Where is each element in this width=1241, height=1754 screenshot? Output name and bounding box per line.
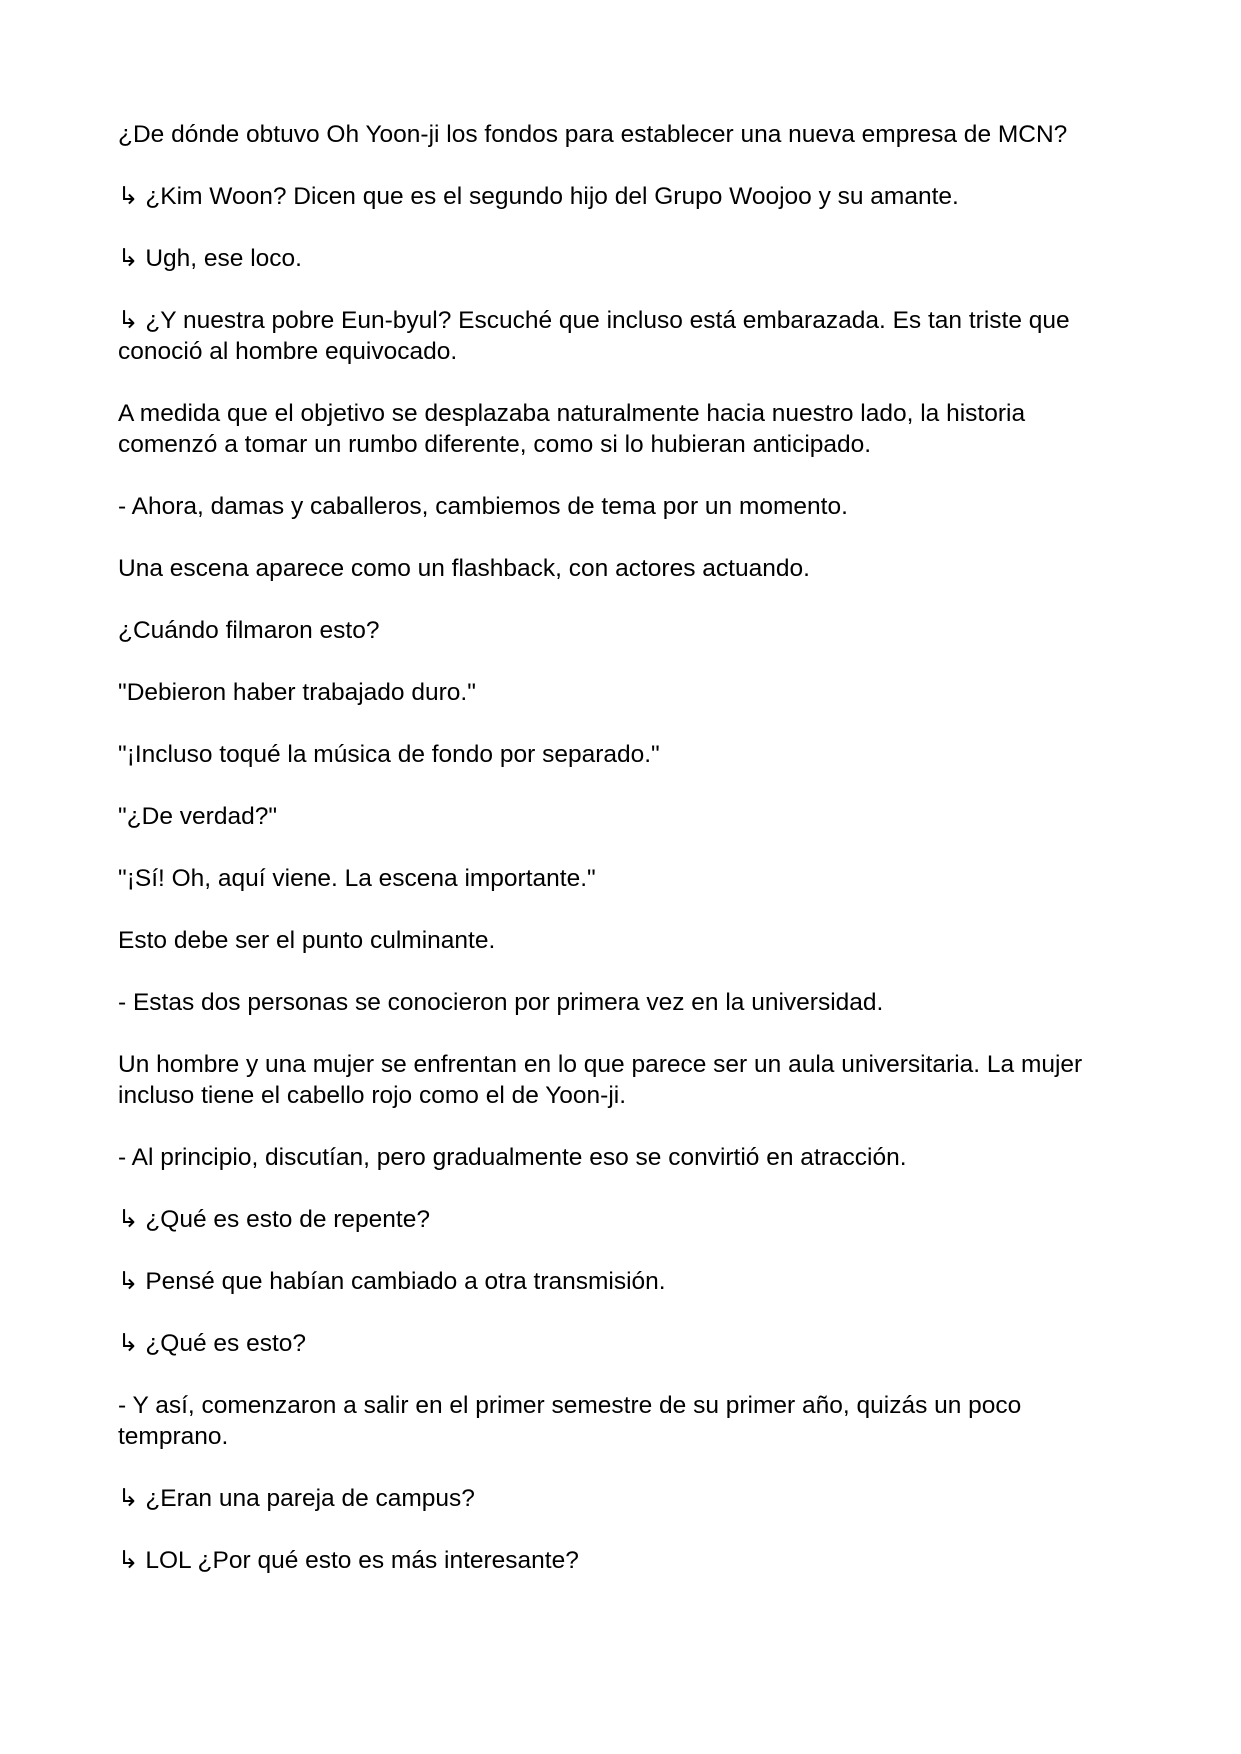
reply-line: ↳ ¿Kim Woon? Dicen que es el segundo hijo del Grupo Woojoo y su amante. — [118, 183, 959, 210]
paragraph: Esto debe ser el punto culminante. — [118, 927, 496, 954]
dialogue-line: "Debieron haber trabajado duro." — [118, 679, 476, 706]
narration-line: - Estas dos personas se conocieron por primera vez en la universidad. — [118, 989, 884, 1016]
reply-line: ↳ LOL ¿Por qué esto es más interesante? — [118, 1547, 579, 1574]
reply-line: ↳ ¿Qué es esto? — [118, 1330, 307, 1357]
reply-line: ↳ ¿Y nuestra pobre Eun-byul? Escuché que incluso está embarazada. Es tan triste que conoció al hombre equivocado. — [118, 307, 1070, 365]
reply-line: ↳ Ugh, ese loco. — [118, 245, 302, 272]
paragraph: ¿Cuándo filmaron esto? — [118, 617, 380, 644]
dialogue-line: "¡Incluso toqué la música de fondo por separado." — [118, 741, 660, 768]
paragraph: Una escena aparece como un flashback, con actores actuando. — [118, 555, 810, 582]
reply-line: ↳ ¿Qué es esto de repente? — [118, 1206, 430, 1233]
narration-line: - Al principio, discutían, pero gradualmente eso se convirtió en atracción. — [118, 1144, 907, 1171]
dialogue-line: "¿De verdad?" — [118, 803, 278, 830]
reply-line: ↳ ¿Eran una pareja de campus? — [118, 1485, 475, 1512]
narration-line: - Ahora, damas y caballeros, cambiemos de tema por un momento. — [118, 493, 848, 520]
reply-line: ↳ Pensé que habían cambiado a otra transmisión. — [118, 1268, 666, 1295]
paragraph: ¿De dónde obtuvo Oh Yoon-ji los fondos para establecer una nueva empresa de MCN? — [118, 121, 1068, 148]
paragraph: Un hombre y una mujer se enfrentan en lo que parece ser un aula universitaria. La mujer incluso tiene el cabello rojo como el de Yoon-ji. — [118, 1051, 1083, 1109]
paragraph: A medida que el objetivo se desplazaba naturalmente hacia nuestro lado, la historia comenzó a tomar un rumbo diferente, como si lo hubieran anticipado. — [118, 400, 1026, 458]
narration-line: - Y así, comenzaron a salir en el primer semestre de su primer año, quizás un poco temprano. — [118, 1392, 1022, 1450]
dialogue-line: "¡Sí! Oh, aquí viene. La escena importante." — [118, 865, 596, 892]
document-body — [118, 119, 1128, 1607]
